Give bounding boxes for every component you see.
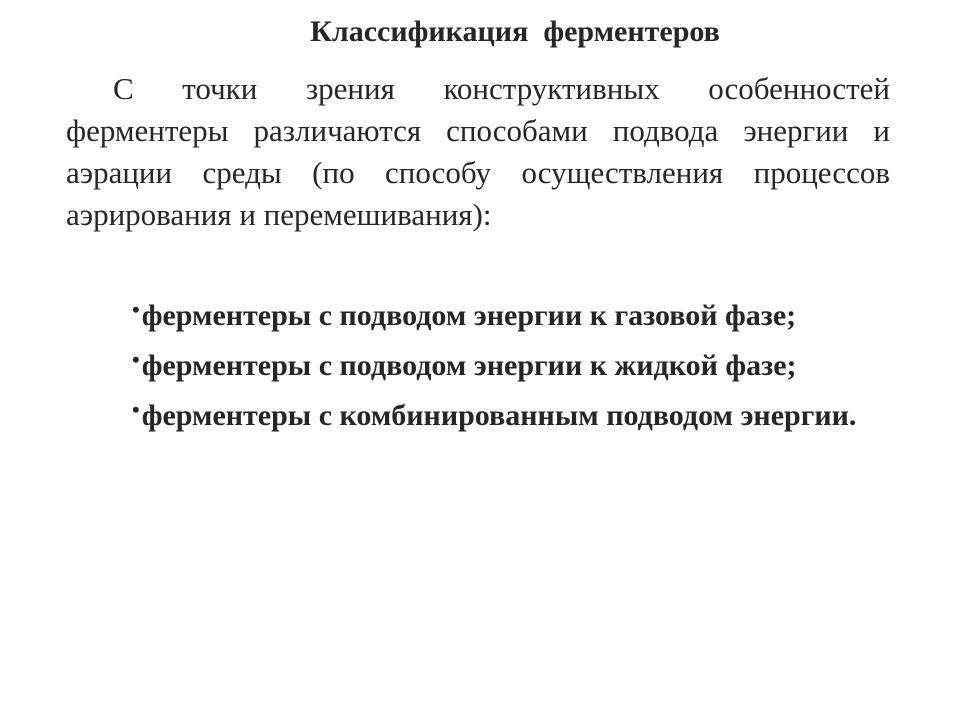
slide-title: Классификация ферментеров bbox=[310, 15, 720, 48]
bullet-text: ферментеры с подводом энергии к жидкой фазе; bbox=[141, 349, 797, 382]
bullet-item-liquid-phase bbox=[88, 338, 908, 387]
bullet-list bbox=[88, 288, 908, 438]
bullet-item-gas-phase bbox=[88, 288, 908, 337]
bullet-icon: • bbox=[132, 297, 140, 322]
bullet-text: ферментеры с подводом энергии к газовой фазе; bbox=[141, 299, 797, 332]
bullet-item-combined bbox=[88, 388, 908, 437]
intro-paragraph: С точки зрения конструктивных особенностей ферментеры различаются способами подвода энергии и аэрации среды (по способу осуществления процессов аэрирования и перемешивания): bbox=[66, 71, 890, 232]
bullet-icon: • bbox=[132, 397, 140, 422]
bullet-icon: • bbox=[132, 347, 140, 372]
bullet-text: ферментеры с комбинированным подводом энергии. bbox=[141, 399, 857, 432]
